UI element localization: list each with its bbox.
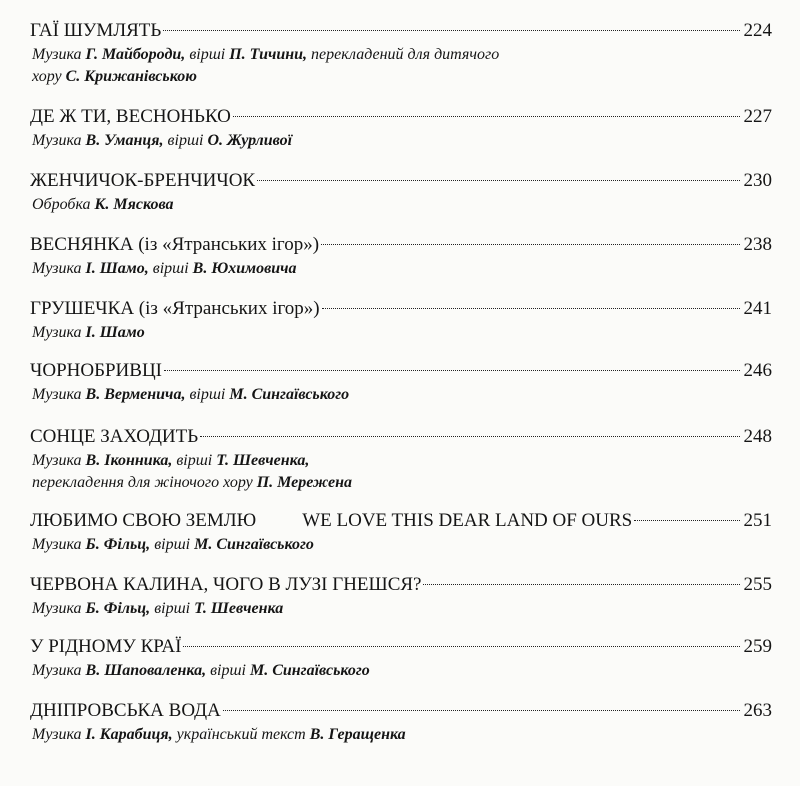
song-title: ДЕ Ж ТИ, ВЕСНОНЬКО [30, 106, 231, 127]
credit-name: Г. Майбороди, [85, 46, 186, 63]
credit-name: М. Сингаївського [194, 536, 314, 553]
credit-text: Музика [32, 46, 86, 63]
song-title: ЖЕНЧИЧОК-БРЕНЧИЧОК [30, 170, 256, 191]
credit-name: П. Тичини, [229, 46, 308, 63]
credit-text: вірші [185, 386, 230, 403]
song-title: СОНЦЕ ЗАХОДИТЬ [30, 426, 199, 447]
credit-name: І. Карабиця, [85, 726, 173, 743]
credit-text: вірші [148, 260, 193, 277]
toc-entry [30, 232, 772, 280]
credit-text: Обробка [32, 196, 95, 213]
page-number: 259 [743, 636, 772, 657]
song-title: ДНІПРОВСЬКА ВОДА [30, 700, 221, 721]
toc-entry [30, 296, 772, 344]
credit-text: вірші [172, 452, 217, 469]
credit-line [32, 450, 772, 472]
dot-leader [257, 180, 739, 181]
credit-name: В. Юхимовича [192, 260, 297, 277]
page-number: 241 [743, 298, 772, 319]
dot-leader [183, 646, 739, 647]
credit-name: І. Шамо, [85, 260, 149, 277]
page-number: 255 [743, 574, 772, 595]
dot-leader [200, 436, 739, 437]
credit-name: М. Сингаївського [229, 386, 350, 403]
credit-name: В. Геращенка [309, 726, 406, 743]
credit-name: С. Крижанівською [65, 68, 197, 85]
toc-title-line [30, 104, 772, 130]
toc-entry [30, 168, 772, 216]
credit-text: український текст [172, 726, 310, 743]
song-title: ЧОРНОБРИВЦІ [30, 360, 162, 381]
toc-title-line [30, 358, 772, 384]
song-title: ГРУШЕЧКА (із «Ятранських ігор») [30, 298, 320, 319]
page-number: 251 [743, 510, 772, 531]
credit-name: Т. Шевченка [194, 600, 284, 617]
dot-leader [223, 710, 740, 711]
toc-title-line [30, 168, 772, 194]
toc-entry [30, 572, 772, 620]
credit-name: В. Іконника, [85, 452, 173, 469]
credit-line [32, 660, 772, 682]
credit-text: вірші [185, 46, 230, 63]
credit-name: К. Мяскова [94, 196, 174, 213]
toc-title-line [30, 698, 772, 724]
dot-leader [322, 308, 740, 309]
dot-leader [164, 370, 740, 371]
credit-line [32, 472, 772, 494]
dot-leader [634, 520, 739, 521]
song-title: ЛЮБИМО СВОЮ ЗЕМЛЮ [30, 510, 257, 531]
toc-entry [30, 508, 772, 556]
credit-name: М. Сингаївського [250, 662, 370, 679]
credit-text: вірші [206, 662, 250, 679]
song-title: ГАЇ ШУМЛЯТЬ [30, 20, 162, 41]
credit-line [32, 66, 772, 88]
toc-title-line [30, 18, 772, 44]
credit-line [32, 384, 772, 406]
credit-name: В. Верменича, [85, 386, 186, 403]
credit-name: В. Шаповаленка, [85, 662, 207, 679]
credit-line [32, 534, 772, 556]
credit-text: Музика [32, 662, 86, 679]
credit-line [32, 598, 772, 620]
page-number: 238 [743, 234, 772, 255]
page-number: 230 [743, 170, 772, 191]
page-number: 246 [743, 360, 772, 381]
credit-name: Б. Фільц, [85, 536, 151, 553]
credit-text: вірші [150, 536, 195, 553]
credit-name: В. Уманця, [85, 132, 164, 149]
page-number: 227 [743, 106, 772, 127]
credit-text: вірші [163, 132, 208, 149]
credit-text: Музика [32, 324, 86, 341]
credit-text: Музика [32, 726, 86, 743]
credit-text: Музика [32, 600, 86, 617]
credit-text: Музика [32, 386, 86, 403]
toc-title-line [30, 508, 772, 534]
dot-leader [163, 30, 739, 31]
toc-title-line [30, 296, 772, 322]
credit-line [32, 44, 772, 66]
toc-entry [30, 18, 772, 88]
toc-title-line [30, 572, 772, 598]
credit-line [32, 258, 772, 280]
credit-text: Музика [32, 452, 86, 469]
toc-entry [30, 424, 772, 494]
credit-text: перекладений для дитячого [307, 46, 500, 63]
toc-title-line [30, 232, 772, 258]
credit-text: Музика [32, 132, 86, 149]
song-title: ВЕСНЯНКА (із «Ятранських ігор») [30, 234, 320, 255]
toc-entry [30, 634, 772, 682]
song-title: ЧЕРВОНА КАЛИНА, ЧОГО В ЛУЗІ ГНЕШСЯ? [30, 574, 422, 595]
dot-leader [233, 116, 740, 117]
page-number: 224 [743, 20, 772, 41]
credit-text: вірші [150, 600, 195, 617]
credit-name: П. Мережена [256, 474, 352, 491]
credit-line [32, 194, 772, 216]
song-title-english: WE LOVE THIS DEAR LAND OF OURS [302, 510, 633, 531]
credit-text: Музика [32, 536, 86, 553]
credit-name: Б. Фільц, [85, 600, 151, 617]
page-number: 248 [743, 426, 772, 447]
credit-line [32, 724, 772, 746]
toc-entry [30, 104, 772, 152]
dot-leader [321, 244, 739, 245]
toc-title-line [30, 634, 772, 660]
credit-name: І. Шамо [85, 324, 145, 341]
credit-line [32, 322, 772, 344]
song-title: У РІДНОМУ КРАЇ [30, 636, 182, 657]
credit-text: перекладення для жіночого хору [32, 474, 257, 491]
toc-entry [30, 698, 772, 746]
credit-line [32, 130, 772, 152]
toc-entry [30, 358, 772, 406]
toc-title-line [30, 424, 772, 450]
credit-name: Т. Шевченка, [216, 452, 310, 469]
credit-text: хору [32, 68, 66, 85]
credit-name: О. Журливої [207, 132, 293, 149]
dot-leader [423, 584, 739, 585]
credit-text: Музика [32, 260, 86, 277]
page-number: 263 [743, 700, 772, 721]
